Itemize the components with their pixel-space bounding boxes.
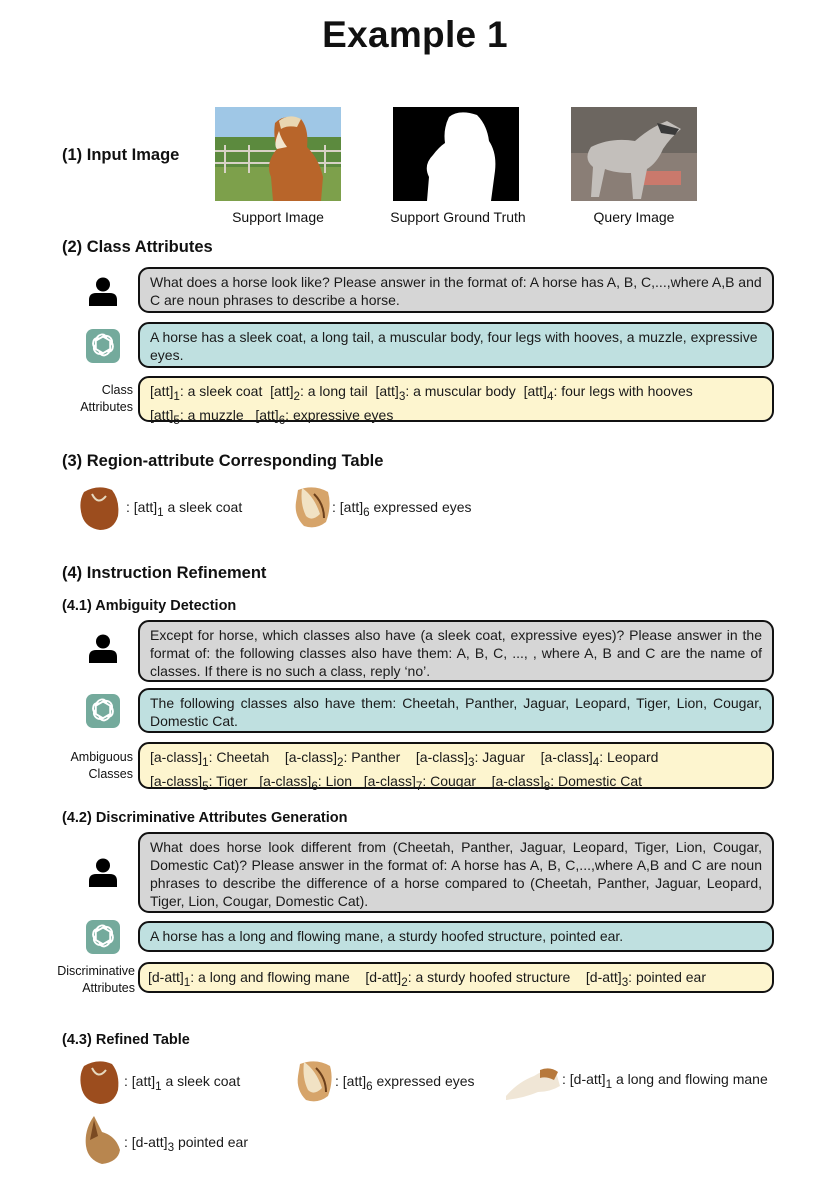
discriminative-attributes-label: Discriminative Attributes <box>57 964 135 995</box>
support-image <box>215 107 341 201</box>
discriminative-attributes-list <box>138 962 774 993</box>
coat-region-patch <box>78 482 122 532</box>
refined-table-item: : $[att]_6$ expressed eyes <box>335 1073 475 1093</box>
class-item: $[a-class]_5$: Tiger <box>150 772 248 793</box>
section-class-attributes-heading: (2) Class Attributes <box>62 238 213 256</box>
attribute-item: $[att]_3$: a muscular body <box>375 383 516 403</box>
refined-table-heading: (4.3) Refined Table <box>62 1032 190 1048</box>
class-item: $[a-class]_4$: Leopard <box>540 749 659 769</box>
d-attribute-item: $[d-att]_2$: a sturdy hoofed structure <box>365 969 571 989</box>
class-item: $[a-class]_2$: Panther <box>284 749 401 769</box>
discriminative-attributes-heading: (4.2) Discriminative Attributes Generation <box>62 810 348 826</box>
class-attributes-prompt: What does a horse look like? Please answer in the format of: A horse has A, B, C,...,where A,B and C are noun phrases to describe a horse. <box>138 267 774 313</box>
chatgpt-logo-icon <box>86 920 120 954</box>
ambiguous-classes-list <box>138 742 774 793</box>
refined-table-item: : $[att]_1$ a sleek coat <box>124 1073 241 1093</box>
query-image-caption: Query Image <box>593 209 675 225</box>
discriminative-prompt: What does horse look different from (Cheetah, Panther, Jaguar, Leopard, Tiger, Lion, Cougar, Domestic Cat)? Please answer in the format of: A horse has A, B, C,...,where A,B and C are noun phrases to describe the difference of a horse compared to (Cheetah, Panther, Jaguar, Leopard, Tiger, Lion, Cougar, Domestic Cat). <box>138 832 774 913</box>
page-title: Example 1 <box>322 14 508 55</box>
class-attributes-label: Class Attributes <box>80 383 133 414</box>
ear-region-patch <box>82 1114 126 1164</box>
refined-table-item: : $[d-att]_1$ a long and flowing mane <box>562 1071 768 1091</box>
d-attribute-item: $[d-att]_1$: a long and flowing mane <box>148 969 350 989</box>
mane-region-patch <box>504 1062 562 1102</box>
coat-region-patch <box>78 1056 122 1106</box>
attribute-item: $[att]_1$: a sleek coat <box>150 383 263 403</box>
attribute-item: $[att]_4$: four legs with hooves <box>523 383 693 403</box>
eyes-region-patch <box>292 1056 336 1106</box>
class-item: $[a-class]_8$: Domestic Cat <box>491 772 643 793</box>
user-icon <box>88 276 118 306</box>
attribute-item: $[att]_5$: a muzzle <box>150 406 244 427</box>
class-item: $[a-class]_7$: Cougar <box>363 772 477 793</box>
section-input-heading: (1) Input Image <box>62 146 180 164</box>
class-attributes-list <box>138 376 774 427</box>
chatgpt-logo-icon <box>86 694 120 728</box>
region-table-item: : $[att]_1$ a sleek coat <box>126 499 243 519</box>
attribute-item: $[att]_6$: expressive eyes <box>255 406 394 427</box>
section-refinement-heading: (4) Instruction Refinement <box>62 564 267 582</box>
user-icon <box>88 633 118 663</box>
support-ground-truth-mask <box>393 107 519 201</box>
discriminative-response: A horse has a long and flowing mane, a sturdy hoofed structure, pointed ear. <box>138 921 774 952</box>
ambiguity-detection-heading: (4.1) Ambiguity Detection <box>62 598 237 614</box>
class-attributes-response: A horse has a sleek coat, a long tail, a muscular body, four legs with hooves, a muzzle, expressive eyes. <box>138 322 774 368</box>
refined-table-item: : $[d-att]_3$ pointed ear <box>124 1134 249 1154</box>
chatgpt-logo-icon <box>86 329 120 363</box>
class-item: $[a-class]_6$: Lion <box>259 772 353 793</box>
class-item: $[a-class]_1$: Cheetah <box>150 749 270 769</box>
ambiguity-prompt: Except for horse, which classes also have (a sleek coat, expressive eyes)? Please answer in the format of: the following classes also have them: A, B, C, ..., , where A, B and C are the name of classes. If there is no such a class, reply ‘no’. <box>138 620 774 682</box>
class-item: $[a-class]_3$: Jaguar <box>415 749 526 769</box>
ambiguity-response: The following classes also have them: Cheetah, Panther, Jaguar, Leopard, Tiger, Lion, Cougar, Domestic Cat. <box>138 688 774 733</box>
region-table-item: : $[att]_6$ expressed eyes <box>332 499 472 519</box>
support-image-caption: Support Image <box>232 209 324 225</box>
section-region-table-heading: (3) Region-attribute Corresponding Table <box>62 452 384 470</box>
ambiguous-classes-label: Ambiguous Classes <box>70 750 133 781</box>
d-attribute-item: $[d-att]_3$: pointed ear <box>585 969 707 989</box>
query-image <box>571 107 697 201</box>
support-ground-truth-caption: Support Ground Truth <box>390 209 526 225</box>
user-icon <box>88 857 118 887</box>
eyes-region-patch <box>290 482 334 532</box>
attribute-item: $[att]_2$: a long tail <box>270 383 368 403</box>
